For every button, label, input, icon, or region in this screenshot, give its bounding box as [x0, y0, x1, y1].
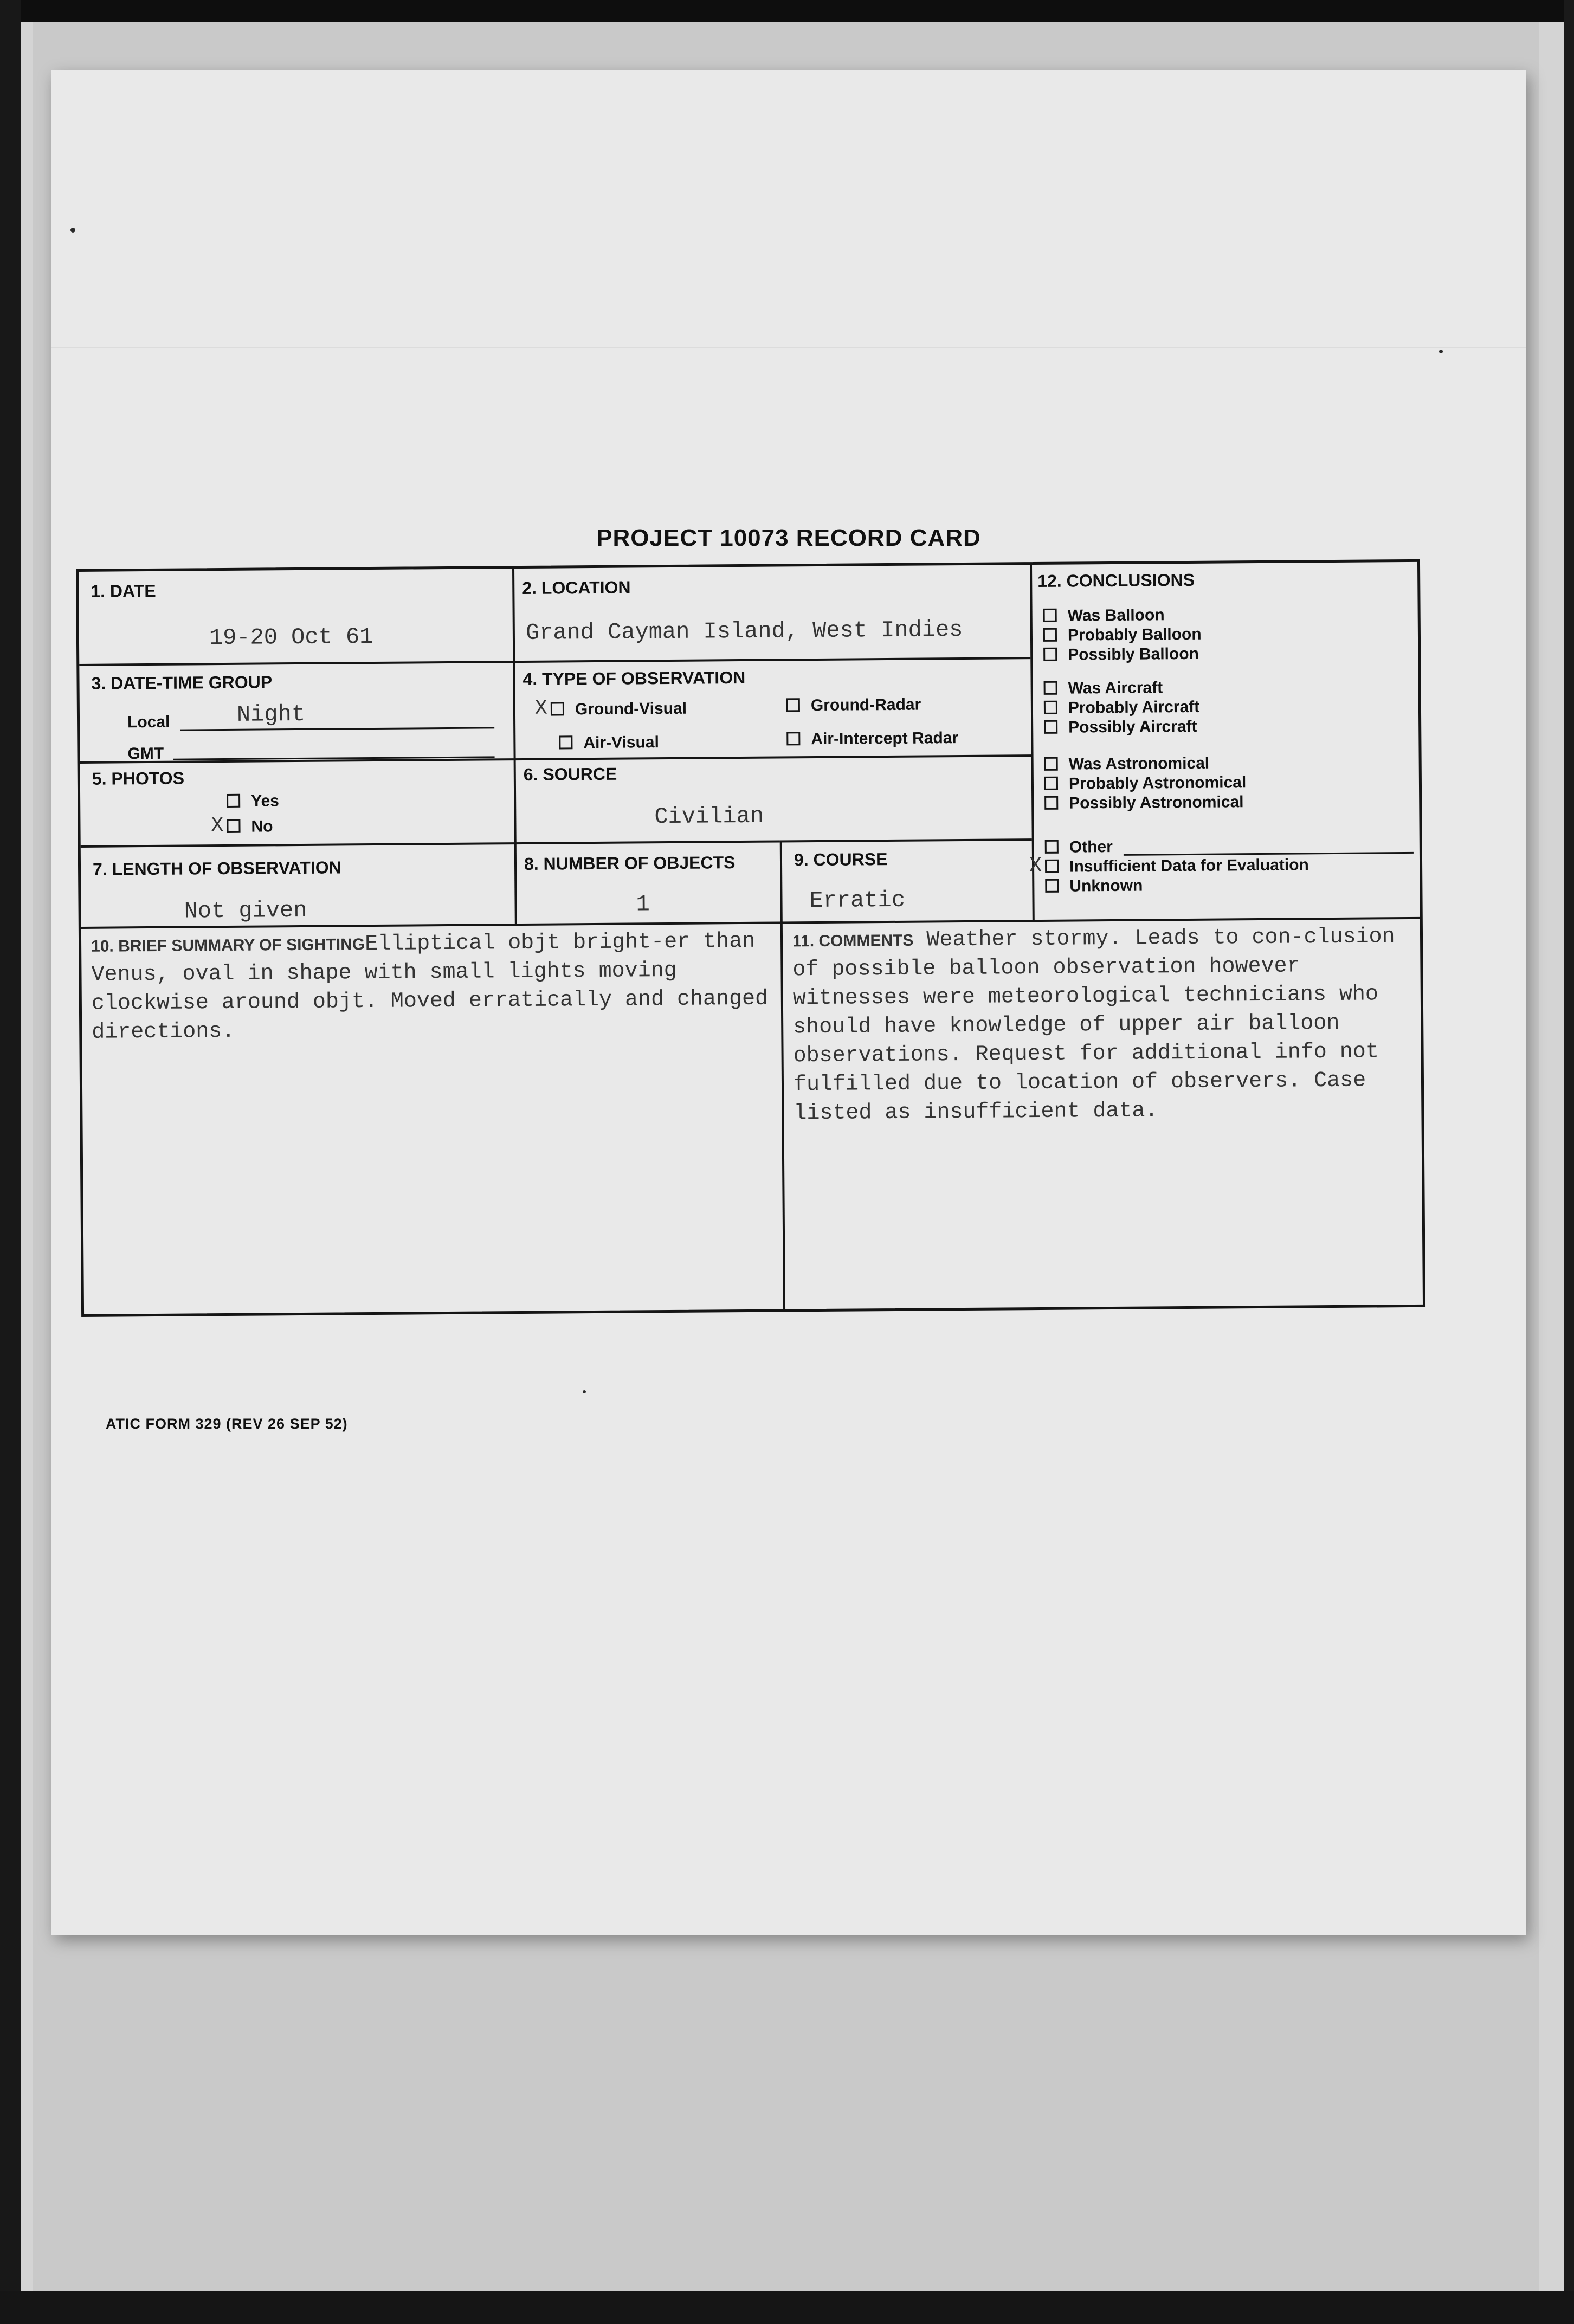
comments-cell — [780, 917, 1423, 1309]
probably-balloon-checkbox[interactable] — [1043, 628, 1057, 641]
length-cell — [81, 842, 515, 927]
ground-visual-option[interactable]: XGround-Visual — [551, 700, 687, 719]
paper-speck — [583, 1390, 586, 1393]
comments-label: 11. COMMENTS — [792, 931, 914, 951]
possibly-astronomical-checkbox[interactable] — [1044, 796, 1058, 809]
was-balloon-option[interactable]: Was Balloon — [1043, 606, 1202, 627]
possibly-balloon-checkbox[interactable] — [1043, 647, 1057, 661]
date-label: 1. DATE — [91, 580, 156, 601]
card-title: PROJECT 10073 RECORD CARD — [596, 525, 981, 551]
fold-line — [51, 347, 1526, 348]
possibly-astronomical-option[interactable]: Possibly Astronomical — [1044, 793, 1247, 814]
was-astronomical-checkbox[interactable] — [1044, 757, 1058, 770]
other-checkbox[interactable] — [1045, 840, 1059, 853]
film-border-bottom — [0, 2291, 1574, 2324]
location-label: 2. LOCATION — [522, 577, 631, 598]
observation-type-cell — [513, 657, 1031, 758]
possibly-aircraft-option[interactable]: Possibly Aircraft — [1044, 718, 1200, 738]
comments-text: Weather stormy. Leads to con-clusion of possible balloon observation however witnesses were meteorological technicians who should have knowledge of upper air balloon observations. Request for additional info not fulfilled due to location of observers. Case listed as insufficient data. — [792, 925, 1395, 1126]
location-value: Grand Cayman Island, West Indies — [525, 617, 963, 646]
local-value: Night — [236, 701, 306, 728]
photos-cell — [80, 758, 514, 845]
ground-visual-checkbox[interactable] — [551, 702, 564, 715]
air-intercept-radar-option[interactable]: Air-Intercept Radar — [786, 729, 958, 748]
datetime-group-cell — [79, 661, 513, 761]
air-visual-checkbox[interactable] — [559, 735, 572, 749]
gmt-label: GMT — [127, 744, 164, 763]
photos-no-option[interactable]: XNo — [227, 817, 273, 836]
was-astronomical-option[interactable]: Was Astronomical — [1044, 754, 1247, 775]
ground-radar-checkbox[interactable] — [786, 698, 800, 712]
other-underline — [1124, 852, 1414, 856]
summary-body — [91, 927, 778, 1047]
possibly-balloon-option[interactable]: Possibly Balloon — [1043, 645, 1202, 666]
ground-radar-option[interactable]: Ground-Radar — [786, 696, 921, 715]
form-footer: ATIC FORM 329 (REV 26 SEP 52) — [106, 1416, 348, 1432]
record-card-page — [51, 70, 1526, 1935]
location-cell — [512, 565, 1030, 661]
course-label: 9. COURSE — [794, 849, 888, 870]
air-intercept-radar-checkbox[interactable] — [786, 732, 800, 745]
probably-astronomical-checkbox[interactable] — [1044, 776, 1058, 790]
photos-yes-checkbox[interactable] — [227, 793, 240, 807]
film-border-left — [0, 0, 21, 2324]
date-cell — [79, 569, 513, 664]
length-value: Not given — [184, 897, 307, 925]
course-value: Erratic — [809, 887, 906, 914]
was-aircraft-option[interactable]: Was Aircraft — [1044, 679, 1200, 699]
air-visual-option[interactable]: Air-Visual — [559, 733, 659, 752]
date-value: 19-20 Oct 61 — [209, 623, 373, 651]
conclusions-astronomical-group — [1044, 754, 1247, 814]
probably-balloon-option[interactable]: Probably Balloon — [1043, 625, 1202, 646]
source-value: Civilian — [654, 803, 764, 830]
number-objects-value: 1 — [636, 891, 650, 918]
number-objects-cell — [514, 840, 780, 924]
insufficient-data-option[interactable]: XInsufficient Data for Evaluation — [1045, 856, 1309, 876]
probably-aircraft-option[interactable]: Probably Aircraft — [1044, 698, 1200, 719]
other-option[interactable]: Other — [1045, 838, 1113, 857]
conclusions-label: 12. CONCLUSIONS — [1037, 570, 1195, 591]
datetime-group-label: 3. DATE-TIME GROUP — [91, 672, 273, 693]
unknown-checkbox[interactable] — [1045, 879, 1059, 892]
photos-no-checkbox[interactable] — [227, 819, 240, 832]
summary-cell — [81, 921, 783, 1314]
photos-label: 5. PHOTOS — [92, 768, 185, 789]
photos-yes-option[interactable]: Yes — [227, 792, 279, 811]
was-balloon-checkbox[interactable] — [1043, 608, 1057, 622]
film-border-top — [0, 0, 1574, 22]
source-cell — [514, 754, 1032, 842]
comments-body — [792, 922, 1415, 1128]
source-label: 6. SOURCE — [523, 764, 617, 784]
number-objects-label: 8. NUMBER OF OBJECTS — [524, 853, 736, 874]
length-label: 7. LENGTH OF OBSERVATION — [92, 857, 341, 879]
unknown-option[interactable]: Unknown — [1045, 877, 1143, 896]
was-aircraft-checkbox[interactable] — [1044, 681, 1057, 694]
paper-speck — [1439, 350, 1443, 353]
conclusions-cell — [1030, 562, 1420, 920]
probably-aircraft-checkbox[interactable] — [1044, 700, 1057, 714]
conclusions-balloon-group — [1043, 606, 1202, 666]
course-cell — [780, 838, 1033, 921]
summary-label: 10. BRIEF SUMMARY OF SIGHTING — [91, 935, 365, 956]
film-border-right — [1564, 0, 1574, 2324]
possibly-aircraft-checkbox[interactable] — [1044, 720, 1057, 733]
paper-speck — [70, 228, 75, 233]
probably-astronomical-option[interactable]: Probably Astronomical — [1044, 773, 1247, 795]
local-label: Local — [127, 713, 170, 732]
record-card-form — [76, 559, 1425, 1317]
summary-text: Elliptical objt bright-er than Venus, oval in shape with small lights moving clockwise around objt. Moved erratically and changed directions. — [91, 929, 769, 1045]
insufficient-data-checkbox[interactable] — [1045, 859, 1059, 873]
conclusions-aircraft-group — [1044, 679, 1200, 738]
local-underline — [180, 727, 494, 731]
observation-type-label: 4. TYPE OF OBSERVATION — [522, 667, 746, 689]
